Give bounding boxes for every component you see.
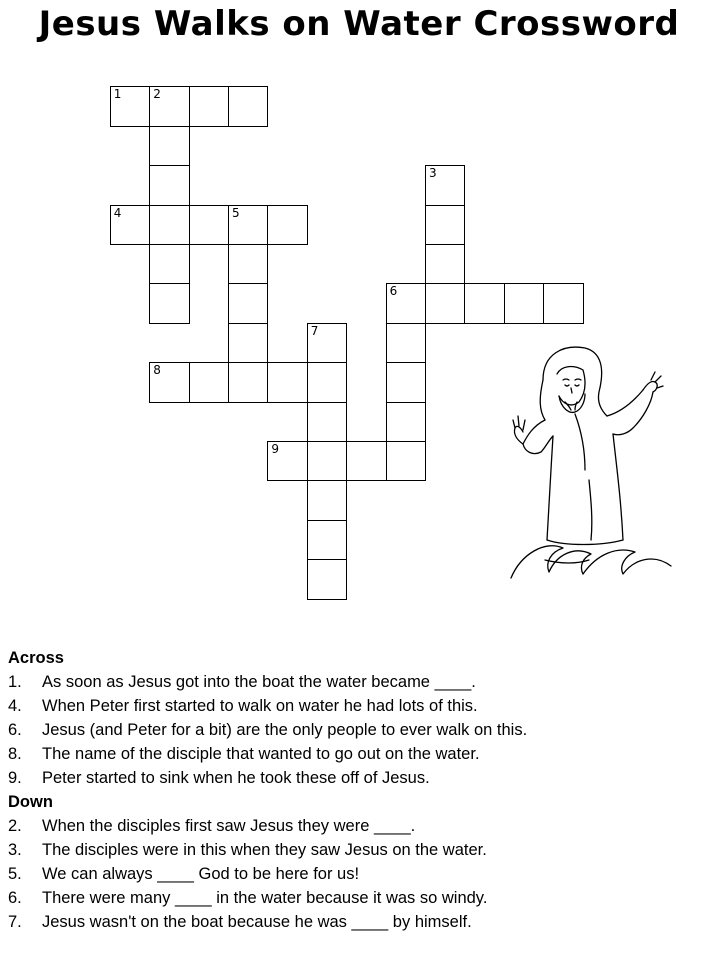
crossword-cell[interactable] <box>149 283 189 323</box>
crossword-cell[interactable] <box>386 362 426 402</box>
crossword-cell[interactable] <box>307 559 347 599</box>
clue-number-label: 9. <box>8 769 22 787</box>
crossword-cell[interactable] <box>307 402 347 442</box>
crossword-cell[interactable] <box>228 362 268 402</box>
down-heading: Down <box>8 793 53 811</box>
crossword-cell[interactable] <box>149 126 189 166</box>
crossword-cell[interactable] <box>386 323 426 363</box>
clue-number-label: 2. <box>8 817 22 835</box>
crossword-cell[interactable] <box>307 323 347 363</box>
crossword-cell[interactable] <box>149 362 189 402</box>
down-clue <box>8 814 708 838</box>
crossword-cell[interactable] <box>425 244 465 284</box>
crossword-cell[interactable] <box>228 244 268 284</box>
clue-number: 9 <box>271 442 280 456</box>
clue-number: 4 <box>113 205 122 220</box>
clue-number-label: 4. <box>8 697 22 715</box>
crossword-cell[interactable] <box>149 165 189 205</box>
jesus-walking-on-water-icon <box>505 340 675 585</box>
crossword-cell[interactable] <box>425 283 465 323</box>
across-clue <box>8 742 708 766</box>
crossword-cell[interactable] <box>228 86 268 126</box>
across-clue-list <box>8 670 708 790</box>
page-title: Jesus Walks on Water Crossword <box>38 4 680 44</box>
across-clue <box>8 670 708 694</box>
clue-text: Peter started to sink when he took these off of Jesus. <box>42 769 430 787</box>
crossword-cell[interactable] <box>149 244 189 284</box>
clue-text: The disciples were in this when they saw Jesus on the water. <box>42 841 487 859</box>
crossword-cell[interactable] <box>149 205 189 245</box>
clue-number: 5 <box>232 205 240 220</box>
clue-number: 3 <box>429 166 437 181</box>
clue-number-label: 5. <box>8 865 22 883</box>
across-clue <box>8 766 708 790</box>
clue-number-label: 1. <box>8 673 22 691</box>
crossword-cell[interactable] <box>307 520 347 560</box>
clue-text: There were many ____ in the water because it was so windy. <box>42 889 488 907</box>
crossword-cell[interactable] <box>110 86 150 126</box>
crossword-cell[interactable] <box>189 205 229 245</box>
clue-number-label: 8. <box>8 745 22 763</box>
crossword-cell[interactable] <box>386 441 426 481</box>
clue-text: Jesus (and Peter for a bit) are the only people to ever walk on this. <box>42 721 528 739</box>
clues-section <box>8 646 708 934</box>
crossword-cell[interactable] <box>149 86 189 126</box>
crossword-cell[interactable] <box>543 283 583 323</box>
crossword-cell[interactable] <box>425 165 465 205</box>
crossword-cell[interactable] <box>228 283 268 323</box>
crossword-cell[interactable] <box>267 441 307 481</box>
crossword-cell[interactable] <box>189 86 229 126</box>
clue-text: As soon as Jesus got into the boat the water became ____. <box>42 673 476 691</box>
across-clue <box>8 718 708 742</box>
crossword-cell[interactable] <box>267 362 307 402</box>
clue-number: 6 <box>389 284 398 299</box>
clue-number: 2 <box>153 87 161 102</box>
clue-text: When the disciples first saw Jesus they were ____. <box>42 817 416 835</box>
down-clue-list <box>8 814 708 934</box>
crossword-cell[interactable] <box>110 205 150 245</box>
clue-number-label: 3. <box>8 841 22 859</box>
crossword-cell[interactable] <box>464 283 504 323</box>
crossword-cell[interactable] <box>307 480 347 520</box>
crossword-cell[interactable] <box>386 283 426 323</box>
crossword-cell[interactable] <box>267 205 307 245</box>
clue-number-label: 6. <box>8 889 22 907</box>
crossword-cell[interactable] <box>307 441 347 481</box>
down-clue <box>8 886 708 910</box>
crossword-cell[interactable] <box>504 283 544 323</box>
clue-number: 8 <box>153 363 161 378</box>
crossword-cell[interactable] <box>425 205 465 245</box>
crossword-cell[interactable] <box>228 205 268 245</box>
crossword-cell[interactable] <box>386 402 426 442</box>
clue-number-label: 7. <box>8 913 22 931</box>
down-clue <box>8 838 708 862</box>
clue-text: The name of the disciple that wanted to go out on the water. <box>42 745 480 763</box>
clue-number: 1 <box>113 87 122 102</box>
down-clue <box>8 862 708 886</box>
crossword-cell[interactable] <box>346 441 386 481</box>
across-clue <box>8 694 708 718</box>
clue-number: 7 <box>310 323 319 338</box>
clue-text: Jesus wasn't on the boat because he was ____ by himself. <box>42 913 472 931</box>
crossword-cell[interactable] <box>228 323 268 363</box>
down-clue <box>8 910 708 934</box>
clue-text: When Peter first started to walk on water he had lots of this. <box>42 697 478 715</box>
clue-number-label: 6. <box>8 721 22 739</box>
clue-text: We can always ____ God to be here for us! <box>42 865 360 883</box>
crossword-cell[interactable] <box>307 362 347 402</box>
across-heading: Across <box>8 649 64 667</box>
crossword-cell[interactable] <box>189 362 229 402</box>
